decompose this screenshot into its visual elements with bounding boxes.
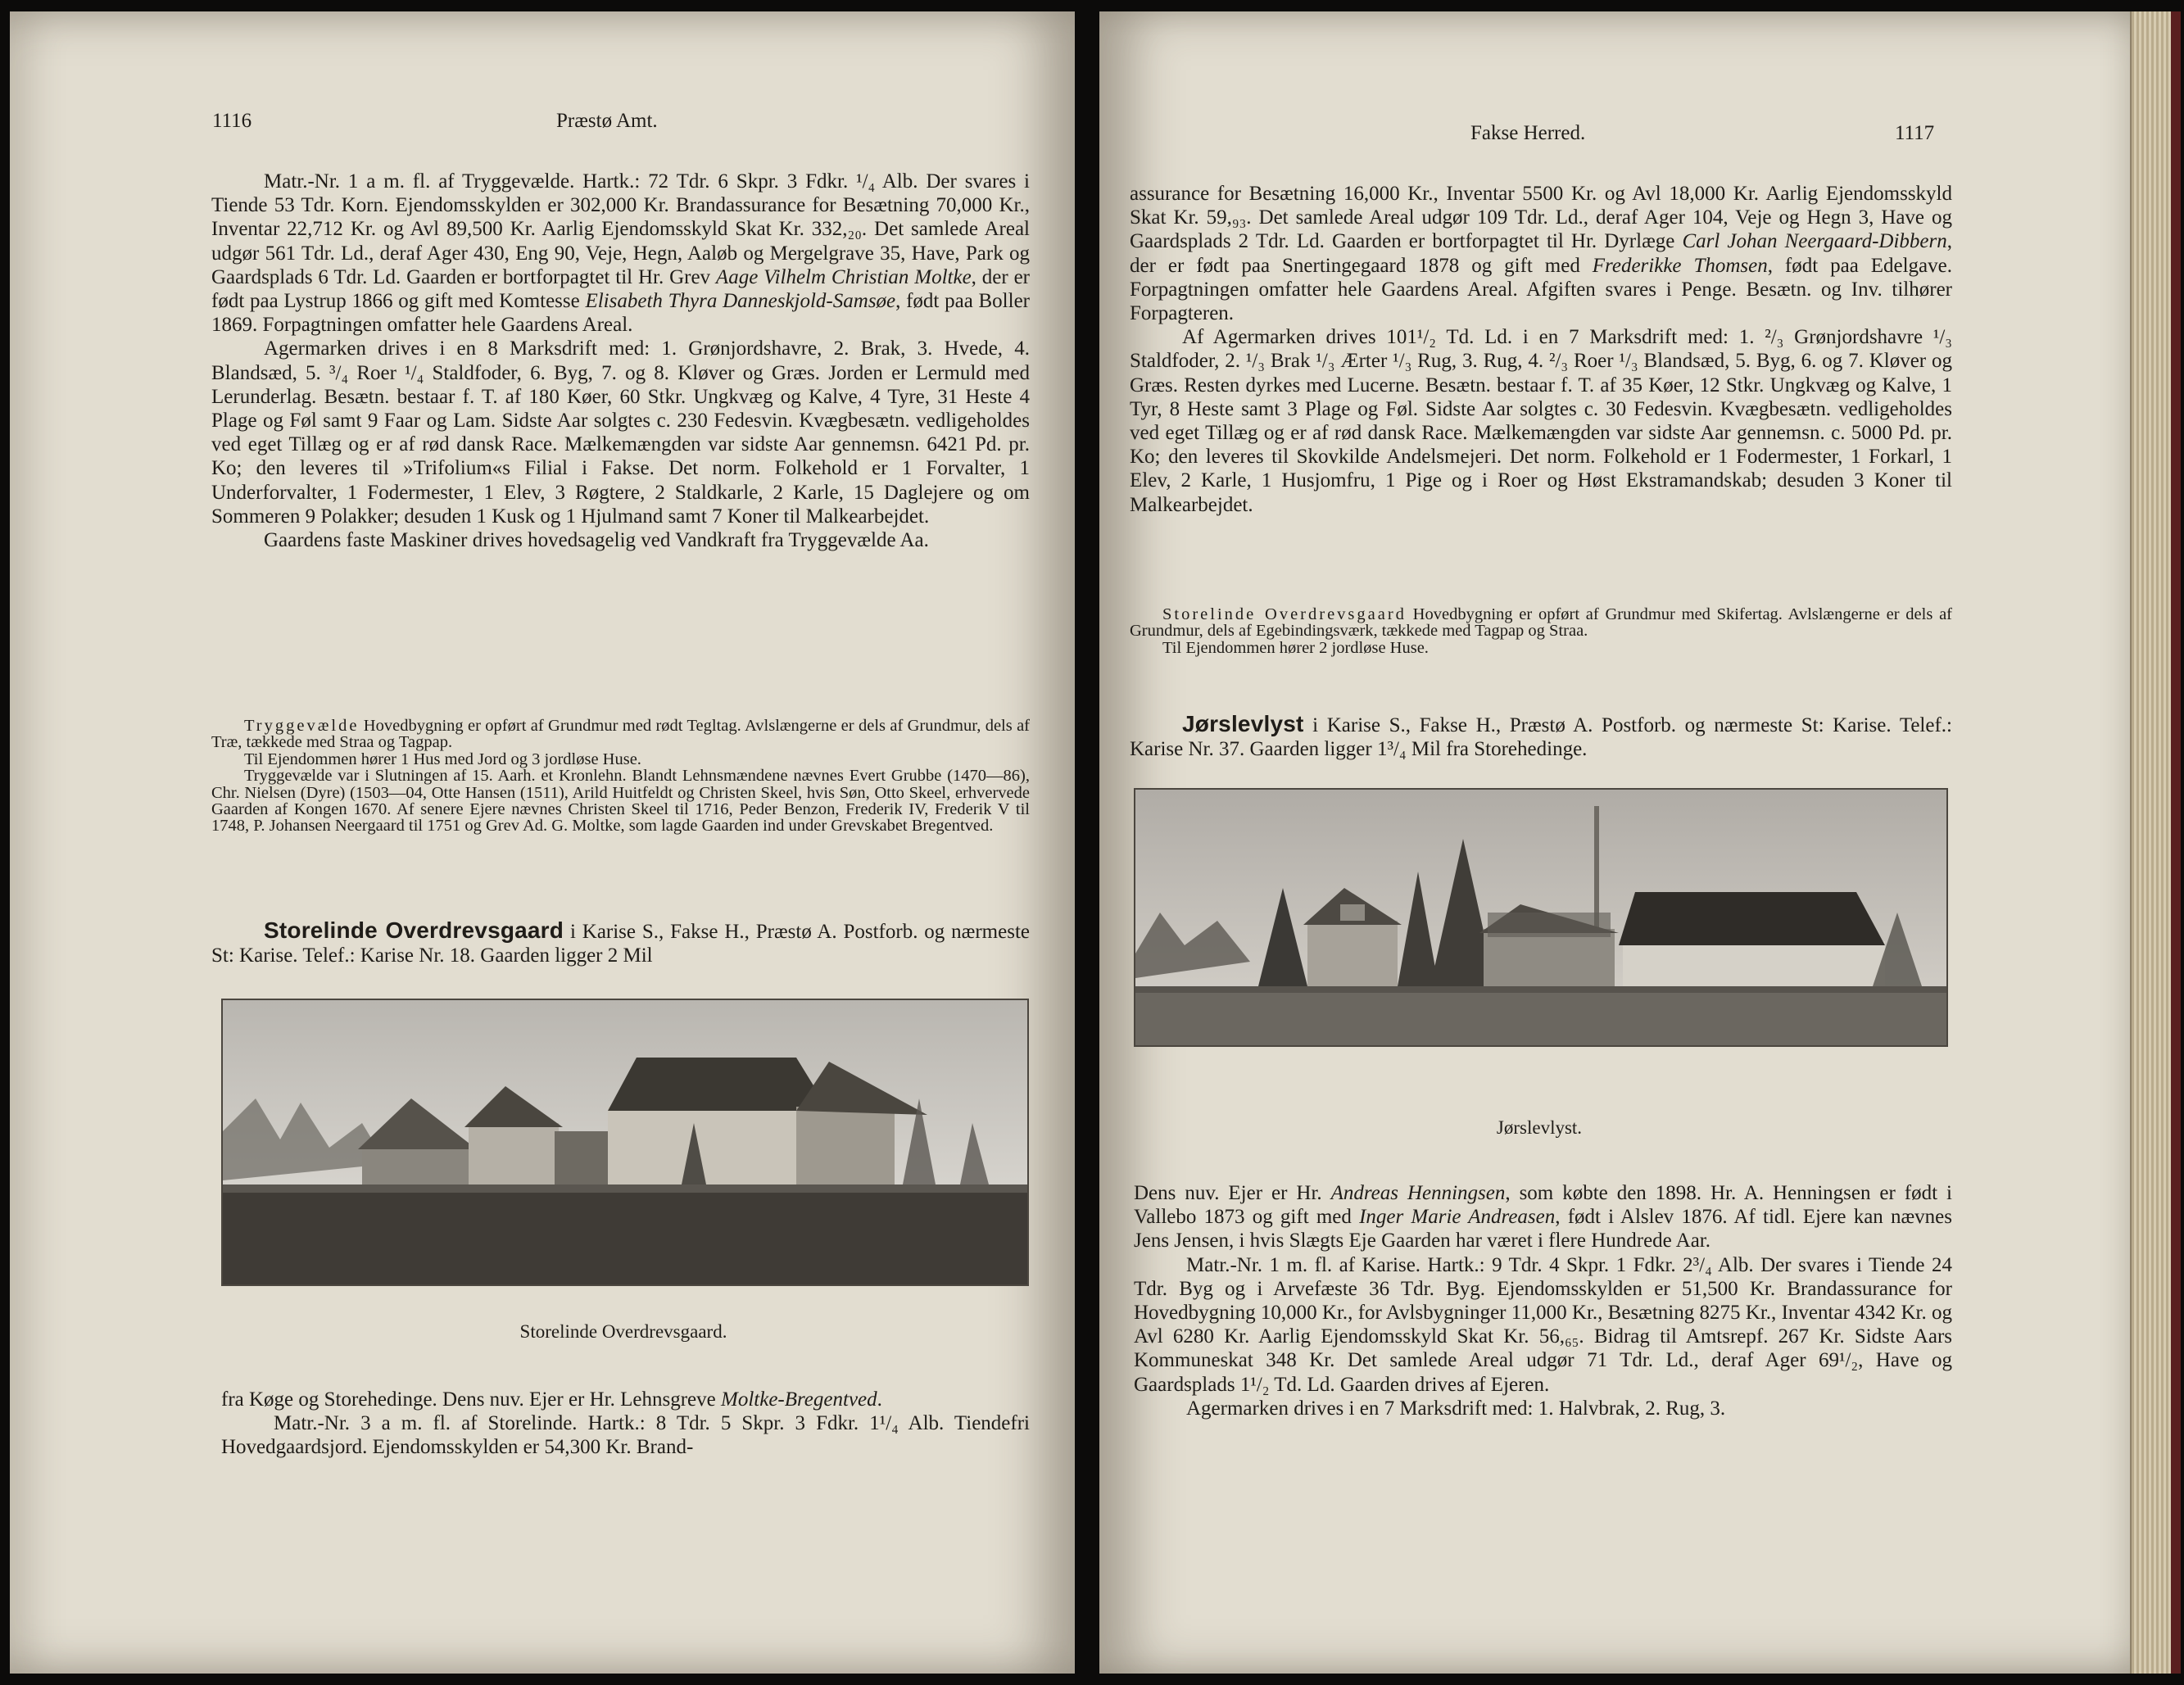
spaced-name: Storelinde Overdrevsgaard <box>1162 605 1407 623</box>
text-run: , der er født paa Snertingegaard 1878 og gift med <box>1130 230 1952 277</box>
text-run: Matr.-Nr. 3 a m. fl. af Storelinde. Hartk.: 8 Tdr. 5 Skpr. 3 Fdkr. 1¹/₄ Alb. Tiendefri Hovedgaardsjord. Ejendomsskylden er 54,300 Kr. Brand- <box>221 1412 1030 1459</box>
note-text: Hovedbygning er opført af Grundmur med Skifertag. Avlslængerne er dels af Grundmur, dels af Egebindingsværk, tækkede med Tagpap og Straa. <box>1130 605 1952 641</box>
note-text: Tryggevælde var i Slutningen af 15. Aarh. et Kronlehn. Blandt Lehnsmændene nævnes Evert Grubbe (1470—86), Chr. Nielsen (Dyre) (1503—04, Otte Hansen (1511), Arild Huitfeldt og Christen Skeel, hvis Søn, Otto Skeel, erhvervede Gaarden af Kongen 1670. Af senere Ejere nævnes Christen Skeel til 1716, Peder Benzon, Frederik IV, Frederik V til 1748, P. Johansen Neergaard til 1751 og Grev Ad. G. Moltke, som lagde Gaarden ind under Grevskabet Bregentved. <box>211 767 1030 836</box>
jorslevlyst-title: Jørslevlyst <box>1182 711 1304 736</box>
right-page <box>1099 11 2140 1674</box>
text-run: , som købte den 1898. Hr. A. Henningsen er født i Vallebo 1873 og gift med <box>1134 1182 1952 1229</box>
right-running-head: Fakse Herred. <box>1470 122 1586 144</box>
storelinde-intro-text: i Karise S., Fakse H., Præstø A. Postforb. og nærmeste St: Karise. Telef.: Karise Nr. 18. Gaarden ligger 2 Mil <box>211 921 1030 967</box>
tryggevaelde-note <box>211 718 1030 751</box>
jorslevlyst-paragraph <box>1134 1397 1952 1420</box>
person-name: Andreas Henningsen <box>1330 1182 1506 1204</box>
jorslevlyst-paragraph <box>1134 1181 1952 1253</box>
note-text: Til Ejendommen hører 1 Hus med Jord og 3 jordløse Huse. <box>244 750 641 768</box>
storelinde-continuation <box>1130 182 1952 517</box>
book-gutter <box>1075 0 1099 1685</box>
storelinde-owner-text <box>221 1388 1030 1460</box>
tryggevaelde-note <box>211 768 1030 835</box>
text-run: Matr.-Nr. 1 m. fl. af Karise. Hartk.: 9 Tdr. 4 Skpr. 1 Fdkr. 2³/₄ Alb. Der svares i Tiende 24 Tdr. Byg og i Arvefæste 36 Tdr. Byg. Ejendomsskylden er 51,500 Kr. Brandassurance for Hovedbygning 10,000 Kr., for Avlsbygninger 11,000 Kr., Besætning 8275 Kr., Inventar 4342 Kr. og Avl 6280 Kr. Aarlig Ejendomsskyld Skat Kr. 56,₆₅. Bidrag til Amtsrepf. 267 Kr. Sidste Aars Kommuneskat 348 Kr. Det samlede Areal udgør 71 Tdr. Ld., deraf Ager 69¹/₂, Have og Gaardsplads 1¹/₂ Td. Ld. Gaarden drives af Ejeren. <box>1134 1253 1952 1396</box>
tryggevaelde-paragraph <box>211 337 1030 528</box>
tryggevaelde-note <box>211 751 1030 768</box>
text-run: , der er født paa Lystrup 1866 og gift med Komtesse <box>211 265 1030 313</box>
text-run: , født i Alslev 1876. Af tidl. Ejere kan nævnes Jens Jensen, i hvis Slægts Eje Gaarden har været i flere Hundrede Aar. <box>1134 1206 1952 1252</box>
person-name: Elisabeth Thyra Danneskjold-Samsøe <box>585 290 896 313</box>
jorslevlyst-photo <box>1134 788 1948 1047</box>
jorslevlyst-caption: Jørslevlyst. <box>1496 1117 1583 1138</box>
storelinde-intro <box>211 918 1030 967</box>
storelinde-notes <box>1130 606 1952 656</box>
storelinde-paragraph <box>221 1388 1030 1411</box>
storelinde-note <box>1130 640 1952 656</box>
text-run: Dens nuv. Ejer er Hr. <box>1134 1182 1331 1204</box>
jorslevlyst-paragraph <box>1134 1253 1952 1397</box>
text-run: Agermarken drives i en 8 Marksdrift med: 1. Grønjordshavre, 2. Brak, 3. Hvede, 4. Blandsæd, 5. ³/₄ Roer ¹/₄ Staldfoder, 6. Byg, 7. og 8. Kløver og Græs. Jorden er Lermuld med Lerunderlag. Besætn. bestaar f. T. af 180 Køer, 60 Stkr. Ungkvæg og Kalve, 4 Tyre, 31 Heste 4 Plage og Føl samt 9 Faar og Lam. Sidste Aar solgtes c. 230 Fedesvin. Kvægbesætn. vedligeholdes ved eget Tillæg og er af rød dansk Race. Mælkemængden var sidste Aar gennemsn. 6421 Pd. pr. Ko; den leveres til »Trifolium«s Filial i Fakse. Det norm. Folkehold er 1 Forvalter, 1 Underforvalter, 1 Fodermester, 1 Elev, 3 Røgtere, 2 Staldkarle, 2 Karle, 15 Daglejere og om Sommeren 9 Polakker; desuden 1 Kusk og 1 Hjulmand samt 7 Koner til Malkearbejdet. <box>211 337 1030 528</box>
page-edges <box>2130 11 2181 1674</box>
text-run: assurance for Besætning 16,000 Kr., Inventar 5500 Kr. og Avl 18,000 Kr. Aarlig Ejendomsskyld Skat Kr. 59,₉₃. Det samlede Areal udgør 109 Tdr. Ld., deraf Ager 104, Veje og Hegn 3, Have og Gaardsplads 2 Tdr. Ld. Gaarden er bortforpagtet til Hr. Dyrlæge <box>1130 183 1952 253</box>
text-run: Matr.-Nr. 1 a m. fl. af Tryggevælde. Hartk.: 72 Tdr. 6 Skpr. 3 Fdkr. ¹/₄ Alb. Der svares i Tiende 53 Tdr. Korn. Ejendomsskylden er 302,000 Kr. Brandassurance for Besætning 70,000 Kr., Inventar 22,712 Kr. og Avl 89,500 Kr. Aarlig Ejendomsskyld Skat Kr. 332,₂₀. Det samlede Areal udgør 561 Tdr. Ld., deraf Ager 430, Eng 90, Veje, Hegn, Aaløb og Mergelgrave 35, Have, Park og Gaardsplads 6 Tdr. Ld. Gaarden er bortforpagtet til Hr. Grev <box>211 170 1030 288</box>
jorslevlyst-intro <box>1130 712 1952 761</box>
tryggevaelde-notes <box>211 718 1030 835</box>
left-page-number: 1116 <box>212 110 252 132</box>
note-text: Hovedbygning er opført af Grundmur med rødt Tegltag. Avlslængerne er dels af Grundmur, dels af Træ, tækkede med Straa og Tagpap. <box>211 717 1030 752</box>
left-running-head: Præstø Amt. <box>556 110 658 132</box>
text-run: fra Køge og Storehedinge. Dens nuv. Ejer er Hr. Lehnsgreve <box>221 1388 721 1411</box>
text-run: Agermarken drives i en 7 Marksdrift med: 1. Halvbrak, 2. Rug, 3. <box>1186 1397 1726 1420</box>
storelinde-caption: Storelinde Overdrevsgaard. <box>519 1321 727 1342</box>
text-run: Gaardens faste Maskiner drives hovedsagelig ved Vandkraft fra Tryggevælde Aa. <box>264 529 929 552</box>
person-name: Moltke-Bregentved <box>721 1388 877 1411</box>
note-text: Til Ejendommen hører 2 jordløse Huse. <box>1162 638 1429 657</box>
storelinde-cont-paragraph <box>1130 182 1952 325</box>
tryggevaelde-paragraph <box>211 170 1030 337</box>
spaced-name: Tryggevælde <box>244 717 360 735</box>
storelinde-cont-paragraph <box>1130 325 1952 517</box>
text-run: Af Agermarken drives 101¹/₂ Td. Ld. i en 7 Marksdrift med: 1. ²/₃ Grønjordshavre ¹/₃ Staldfoder, 2. ¹/₃ Brak ¹/₃ Ærter ¹/₃ Rug, 3. Rug, 4. ²/₃ Roer ¹/₃ Blandsæd, 5. Byg, 6. og 7. Kløver og Græs. Resten dyrkes med Lucerne. Besætn. bestaar f. T. af 35 Køer, 12 Stkr. Ungkvæg og Kalve, 1 Tyr, 8 Heste samt 3 Plage og Føl. Sidste Aar solgtes c. 30 Fedesvin. Kvægbesætn. vedligeholdes ved eget Tillæg og er af rød dansk Race. Mælkemængden var sidste Aar gennemsn. c. 5000 Pd. pr. Ko; den leveres til Skovkilde Andelsmejeri. Det norm. Folkehold er 1 Fodermester, 1 Forkarl, 1 Elev, 2 Karle, 1 Husjomfru, 1 Pige og i Roer og Høst Ekstramandskab; desuden 3 Koner til Malkearbejdet. <box>1130 326 1952 516</box>
jorslevlyst-intro-text: i Karise S., Fakse H., Præstø A. Postforb. og nærmeste St: Karise. Telef.: Karise Nr. 37. Gaarden ligger 1³/₄ Mil fra Storehedinge. <box>1130 714 1952 761</box>
storelinde-photo <box>221 999 1029 1286</box>
jorslevlyst-owner-text <box>1134 1181 1952 1420</box>
text-run: . <box>877 1388 882 1411</box>
person-name: Aage Vilhelm Christian Moltke <box>715 265 972 288</box>
person-name: Inger Marie Andreasen <box>1359 1206 1556 1229</box>
storelinde-note <box>1130 606 1952 640</box>
storelinde-title: Storelinde Overdrevsgaard <box>264 917 564 943</box>
tryggevaelde-paragraph <box>211 528 1030 552</box>
right-page-number: 1117 <box>1895 122 1935 144</box>
person-name: Carl Johan Neergaard-Dibbern <box>1682 230 1947 253</box>
person-name: Frederikke Thomsen <box>1592 254 1768 277</box>
text-run: , født paa Edelgave. Forpagtningen omfatter hele Gaardens Areal. Afgiften svares i Penge. Besætn. og Inv. tilhører Forpagteren. <box>1130 254 1952 325</box>
left-page <box>10 11 1075 1674</box>
text-run: , født paa Boller 1869. Forpagtningen omfatter hele Gaardens Areal. <box>211 290 1030 337</box>
tryggevaelde-text <box>211 170 1030 552</box>
storelinde-paragraph <box>221 1411 1030 1459</box>
